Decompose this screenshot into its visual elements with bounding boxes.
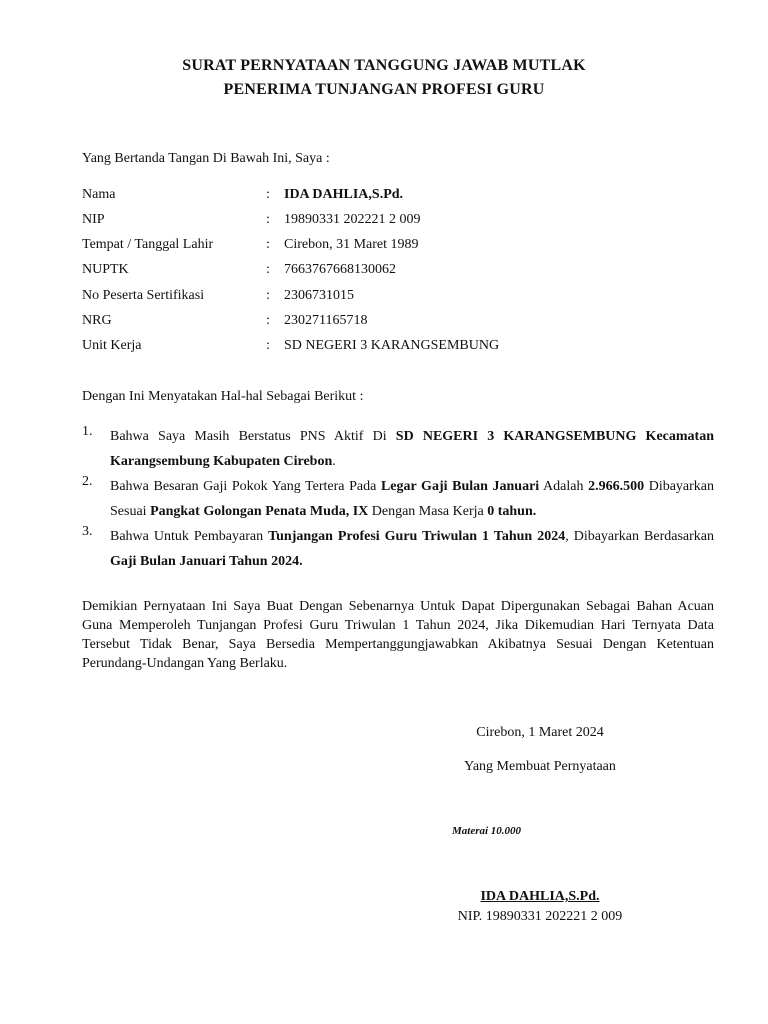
- field-colon: :: [266, 288, 270, 303]
- item-text-part: Bahwa Untuk Pembayaran: [110, 529, 269, 544]
- item-text-bold: SD NEGERI 3 KARANGSEMBUNG Kecamatan Karangsembung Kabupaten Cirebon: [110, 429, 714, 469]
- field-value: IDA DAHLIA,S.Pd.: [284, 187, 404, 202]
- item-text: [110, 474, 714, 524]
- field-row-nama: [82, 187, 722, 207]
- field-colon: :: [266, 313, 270, 328]
- item-text-part: , Dibayarkan Berdasarkan: [565, 529, 714, 544]
- item-text: [110, 424, 714, 474]
- item-number: 2.: [82, 474, 93, 489]
- field-value: 19890331 202221 2 009: [284, 212, 421, 227]
- item-text-bold: 2.966.500: [588, 479, 645, 494]
- item-text-bold: Pangkat Golongan Penata Muda, IX: [150, 504, 369, 519]
- field-value: 2306731015: [284, 288, 354, 303]
- materai-label: Materai 10.000: [452, 825, 522, 837]
- field-colon: :: [266, 237, 270, 252]
- item-text-bold: Gaji Bulan Januari Tahun 2024.: [110, 554, 303, 569]
- title-line-2: PENERIMA TUNJANGAN PROFESI GURU: [223, 81, 545, 98]
- item-text-bold: 0 tahun.: [487, 504, 537, 519]
- item-text-part: Adalah: [539, 479, 589, 494]
- field-row-unit-kerja: [82, 338, 722, 358]
- title-line-1: SURAT PERNYATAAN TANGGUNG JAWAB MUTLAK: [182, 57, 586, 74]
- field-colon: :: [266, 338, 270, 353]
- field-label: Unit Kerja: [82, 338, 142, 353]
- field-colon: :: [266, 262, 270, 277]
- field-label: NIP: [82, 212, 105, 227]
- field-value: 7663767668130062: [284, 262, 396, 277]
- item-text-part: Bahwa Besaran Gaji Pokok Yang Tertera Pada: [110, 479, 381, 494]
- field-label: No Peserta Sertifikasi: [82, 288, 205, 303]
- closing-paragraph: Demikian Pernyataan Ini Saya Buat Dengan Sebenarnya Untuk Dapat Dipergunakan Sebagai Bahan Acuan Guna Memperoleh Tunjangan Profesi Guru Triwulan 1 Tahun 2024, Jika Dikemudian Hari Ternyata Data Tersebut Tidak Benar, Saya Bersedia Mempertanggungjawabkan Akibatnya Sesuai Dengan Ketentuan Perundang-Undangan Yang Berlaku.: [82, 599, 714, 671]
- intro-text: Yang Bertanda Tangan Di Bawah Ini, Saya :: [82, 151, 330, 166]
- field-value: Cirebon, 31 Maret 1989: [284, 237, 419, 252]
- signer-name-block: [430, 889, 650, 905]
- field-label: Nama: [82, 187, 116, 202]
- item-text-bold: Tunjangan Profesi Guru Triwulan 1 Tahun 2024: [268, 529, 566, 544]
- item-text: [110, 524, 714, 574]
- field-row-nip: [82, 212, 722, 232]
- item-number: 1.: [82, 424, 93, 439]
- statement-intro: Dengan Ini Menyatakan Hal-hal Sebagai Berikut :: [82, 389, 364, 404]
- maker-label: Yang Membuat Pernyataan: [464, 759, 616, 774]
- field-colon: :: [266, 212, 270, 227]
- field-row-sertifikasi: [82, 288, 722, 308]
- place-date: Cirebon, 1 Maret 2024: [476, 725, 604, 740]
- signer-name: IDA DAHLIA,S.Pd.: [480, 889, 600, 904]
- field-label: Tempat / Tanggal Lahir: [82, 237, 214, 252]
- item-text-bold: Legar Gaji Bulan Januari: [380, 479, 540, 494]
- item-text-part: .: [332, 454, 336, 469]
- item-text-part: Dibayarkan Sesuai: [110, 479, 715, 519]
- signer-nip: NIP. 19890331 202221 2 009: [457, 909, 623, 924]
- field-label: NRG: [82, 313, 112, 328]
- item-text-part: Bahwa Saya Masih Berstatus PNS Aktif Di: [110, 429, 396, 444]
- field-value: 230271165718: [284, 313, 368, 328]
- field-row-nrg: [82, 313, 722, 333]
- field-row-nuptk: [82, 262, 722, 282]
- field-label: NUPTK: [82, 262, 129, 277]
- field-colon: :: [266, 187, 270, 202]
- item-text-part: Dengan Masa Kerja: [368, 504, 488, 519]
- item-number: 3.: [82, 524, 93, 539]
- field-row-ttl: [82, 237, 722, 257]
- field-value: SD NEGERI 3 KARANGSEMBUNG: [284, 338, 500, 353]
